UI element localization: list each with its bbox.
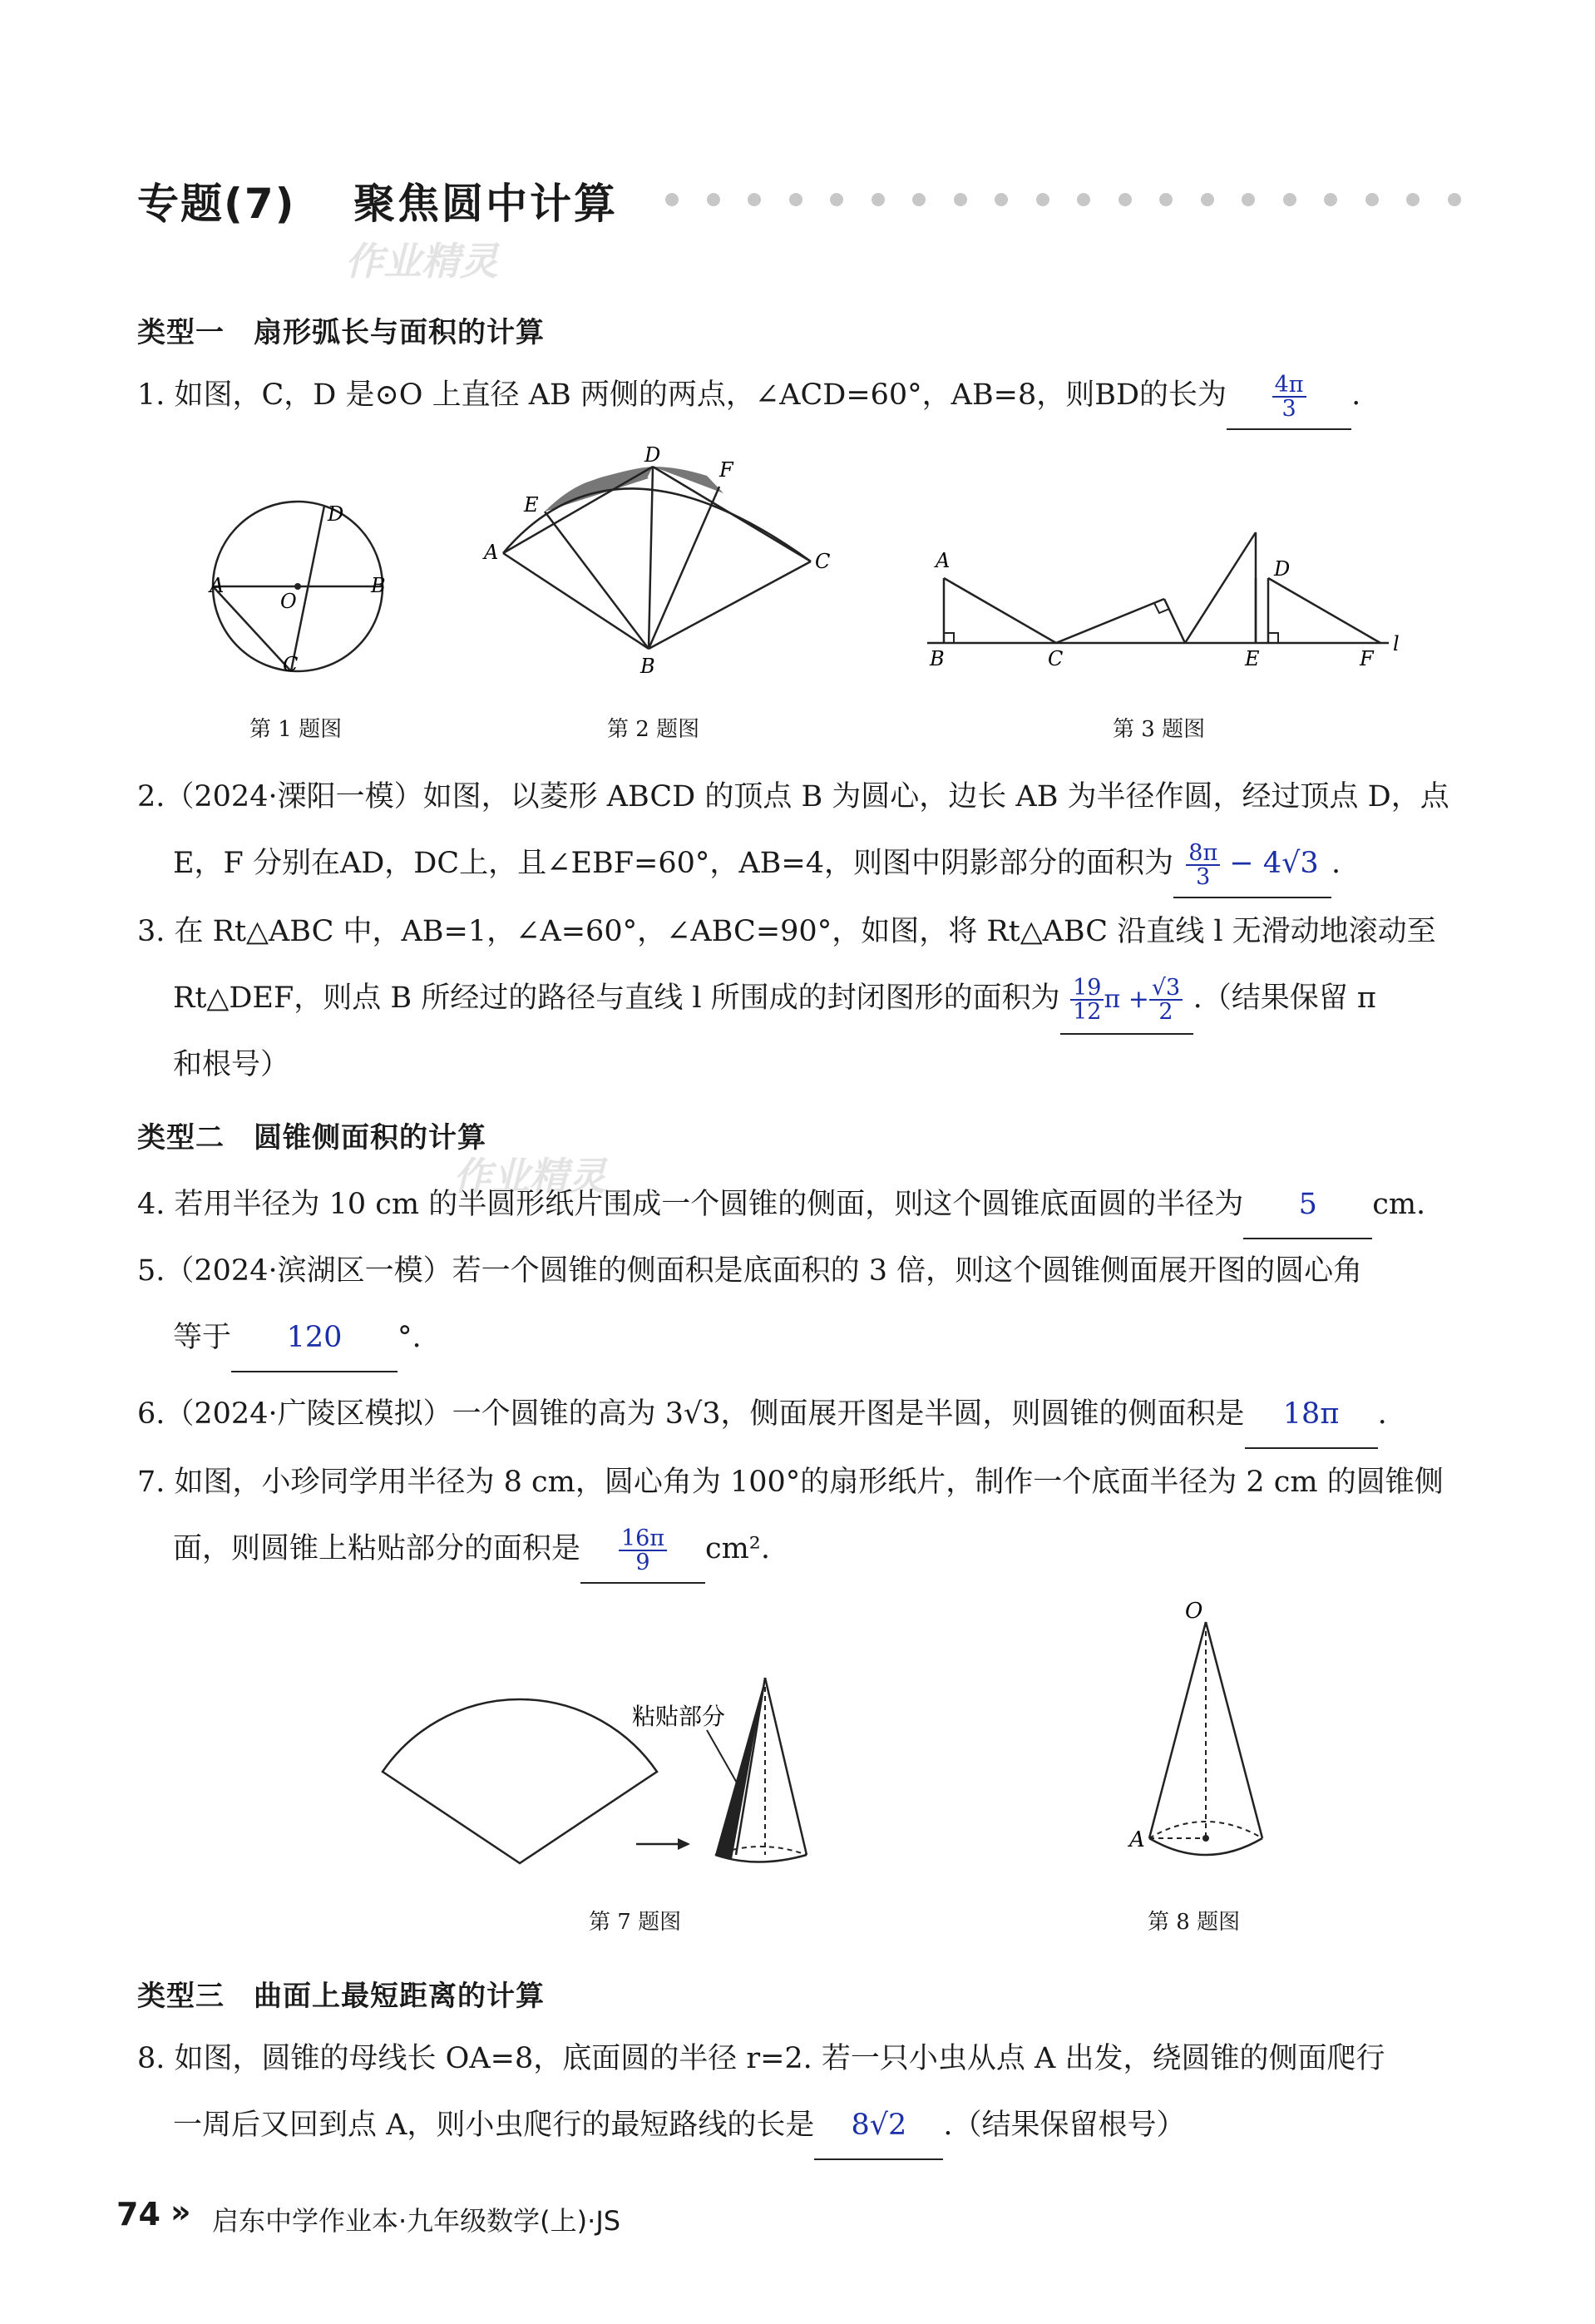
page-number: 74 [116, 2196, 160, 2233]
segment-bf [649, 487, 719, 649]
right-angle-b [944, 633, 954, 643]
label-d: D [644, 445, 661, 467]
answer-3-numerator-2: √3 [1149, 977, 1183, 1001]
question-7-suffix: cm². [705, 1532, 770, 1565]
rolled-triangle-2-hyp [1185, 532, 1256, 643]
arrow-head [678, 1838, 690, 1850]
figure-3-caption: 第 3 题图 [1113, 717, 1206, 742]
answer-3-numerator-1: 19 [1070, 977, 1104, 1001]
base-center [1202, 1835, 1209, 1842]
question-2-suffix: . [1331, 847, 1341, 880]
label-o: O [1185, 1599, 1203, 1624]
figure-2 [482, 445, 832, 686]
label-a: A [484, 541, 499, 564]
label-f: F [1360, 647, 1374, 670]
side-df [1268, 578, 1380, 643]
figure-8-caption: 第 8 题图 [1148, 1910, 1241, 1935]
question-5-text: 等于 [173, 1321, 232, 1354]
figure-2-caption: 第 2 题图 [607, 717, 700, 742]
question-6-text: 6.（2024·广陵区模拟）一个圆锥的高为 3√3，侧面展开图是半圆，则圆锥的侧面积是 [137, 1397, 1245, 1431]
figure-1 [200, 491, 399, 690]
answer-2-denominator: 3 [1196, 863, 1211, 890]
question-8-line-1: 8. 如图，圆锥的母线长 OA=8，底面圆的半径 r=2. 若一只小虫从点 A 出发，绕圆锥的侧面爬行 [137, 2042, 1385, 2075]
answer-1-numerator: 4π [1272, 373, 1306, 398]
question-4-suffix: cm. [1372, 1188, 1426, 1221]
section-heading-3: 类型三 曲面上最短距离的计算 [137, 1980, 545, 2013]
figure-8 [1114, 1593, 1281, 1876]
segment-be [545, 512, 649, 649]
answer-blank-1 [1227, 362, 1351, 430]
diagonal-bd [649, 467, 653, 649]
question-4-text: 4. 若用半径为 10 cm 的半圆形纸片围成一个圆锥的侧面，则这个圆锥底面圆的半径为 [137, 1188, 1244, 1221]
leader-line [707, 1730, 738, 1784]
label-a: A [210, 574, 225, 597]
answer-blank-7 [580, 1516, 705, 1584]
right-angle-e [1268, 633, 1278, 643]
label-e: E [1245, 647, 1260, 670]
rolled-triangle-hyp [1056, 599, 1164, 643]
watermark-2: 作业精灵 [453, 1154, 606, 1199]
label-o: O [280, 590, 297, 613]
question-3-text: Rt△DEF，则点 B 所经过的路径与直线 l 所围成的封闭图形的面积为 [173, 982, 1060, 1015]
question-2-text: E，F 分别在AD，DC上，且∠EBF=60°，AB=4，则图中阴影部分的面积为 [173, 847, 1173, 880]
question-3-line-3: 和根号） [173, 1048, 290, 1081]
label-c: C [815, 550, 831, 573]
cone-slant-right [1206, 1622, 1262, 1838]
decorative-dot-row [665, 193, 1505, 208]
question-3-line-2 [173, 965, 1376, 1035]
question-2-line-2 [173, 830, 1341, 898]
label-a: A [936, 549, 951, 572]
question-3-suffix: .（结果保留 π [1193, 982, 1376, 1015]
question-7-line-1: 7. 如图，小珍同学用半径为 8 cm，圆心角为 100°的扇形纸片，制作一个底面半径为 2 cm 的圆锥侧 [137, 1466, 1444, 1499]
question-1-suffix: . [1351, 378, 1361, 412]
answer-blank-3 [1060, 965, 1193, 1035]
answer-blank-4: 5 [1243, 1171, 1372, 1239]
label-c: C [1048, 647, 1064, 670]
answer-7-numerator: 16π [619, 1527, 667, 1551]
side-ab [503, 553, 649, 649]
label-l: l [1393, 632, 1400, 655]
question-5-suffix: °. [398, 1321, 422, 1354]
question-8-line-2 [173, 2092, 1186, 2160]
section-heading-1: 类型一 扇形弧长与面积的计算 [137, 316, 545, 349]
figure-1-caption: 第 1 题图 [249, 717, 343, 742]
side-ac [944, 578, 1056, 643]
question-6 [137, 1381, 1387, 1449]
question-5-line-2 [173, 1304, 422, 1372]
question-8-text: 一周后又回到点 A，则小虫爬行的最短路线的长是 [173, 2109, 815, 2142]
side-bc [649, 561, 811, 649]
question-1 [137, 362, 1360, 430]
answer-7-denominator: 9 [635, 1549, 650, 1575]
figure-7-caption: 第 7 题图 [589, 1910, 682, 1935]
label-d: D [328, 502, 344, 526]
question-8-suffix: .（结果保留根号） [943, 2109, 1186, 2142]
center-point [294, 583, 301, 590]
label-a: A [1129, 1827, 1145, 1852]
answer-3-denominator-1: 12 [1073, 998, 1102, 1025]
answer-blank-8: 8√2 [814, 2092, 943, 2160]
question-2-line-1: 2.（2024·溧阳一模）如图，以菱形 ABCD 的顶点 B 为圆心，边长 AB 为半径作圆，经过顶点 D，点 [137, 780, 1449, 813]
label-c: C [283, 653, 299, 676]
section-heading-2: 类型二 圆锥侧面积的计算 [137, 1121, 486, 1155]
question-7-line-2 [173, 1516, 770, 1584]
paste-label: 粘贴部分 [632, 1703, 726, 1730]
question-7-text: 面，则圆锥上粘贴部分的面积是 [173, 1532, 581, 1565]
answer-3-mid: π + [1104, 985, 1149, 1014]
topic-label: 专题(7) [137, 180, 296, 228]
question-1-text: 1. 如图，C，D 是⊙O 上直径 AB 两侧的两点，∠ACD=60°，AB=8，则BD的长为 [137, 378, 1227, 412]
label-b: B [640, 655, 655, 678]
answer-blank-5: 120 [231, 1304, 398, 1372]
question-3-line-1: 3. 在 Rt△ABC 中，AB=1，∠A=60°，∠ABC=90°，如图，将 Rt△ABC 沿直线 l 无滑动地滚动至 [137, 915, 1436, 948]
sector [383, 1699, 657, 1863]
watermark: 作业精灵 [345, 239, 498, 284]
cone-slant-left [1149, 1622, 1206, 1838]
figure-3 [915, 524, 1414, 682]
label-f: F [719, 458, 733, 482]
question-4 [137, 1171, 1425, 1239]
question-6-suffix: . [1377, 1397, 1387, 1431]
question-5-line-1: 5.（2024·滨湖区一模）若一个圆锥的侧面积是底面积的 3 倍，则这个圆锥侧面展开图的圆心角 [137, 1254, 1363, 1288]
shaded-region-right [653, 467, 723, 493]
cone-side-right [765, 1678, 807, 1855]
label-e: E [524, 493, 539, 517]
answer-1-denominator: 3 [1281, 395, 1296, 422]
answer-3-denominator-2: 2 [1158, 998, 1173, 1025]
label-b: B [371, 574, 386, 597]
label-d: D [1274, 557, 1291, 581]
answer-blank-2 [1173, 830, 1331, 898]
arc-adc [503, 488, 811, 561]
answer-2-numerator: 8π [1186, 842, 1220, 866]
answer-blank-6: 18π [1245, 1381, 1378, 1449]
page-title: 聚焦圆中计算 [353, 180, 618, 228]
rolled-triangle-leg [1164, 599, 1185, 643]
label-b: B [930, 647, 945, 670]
answer-2-rest: − 4√3 [1229, 847, 1319, 880]
figure-7 [366, 1668, 832, 1884]
footer-arrow-icon: » [170, 2193, 191, 2230]
book-title: 启东中学作业本·九年级数学(上)·JS [212, 2205, 621, 2237]
